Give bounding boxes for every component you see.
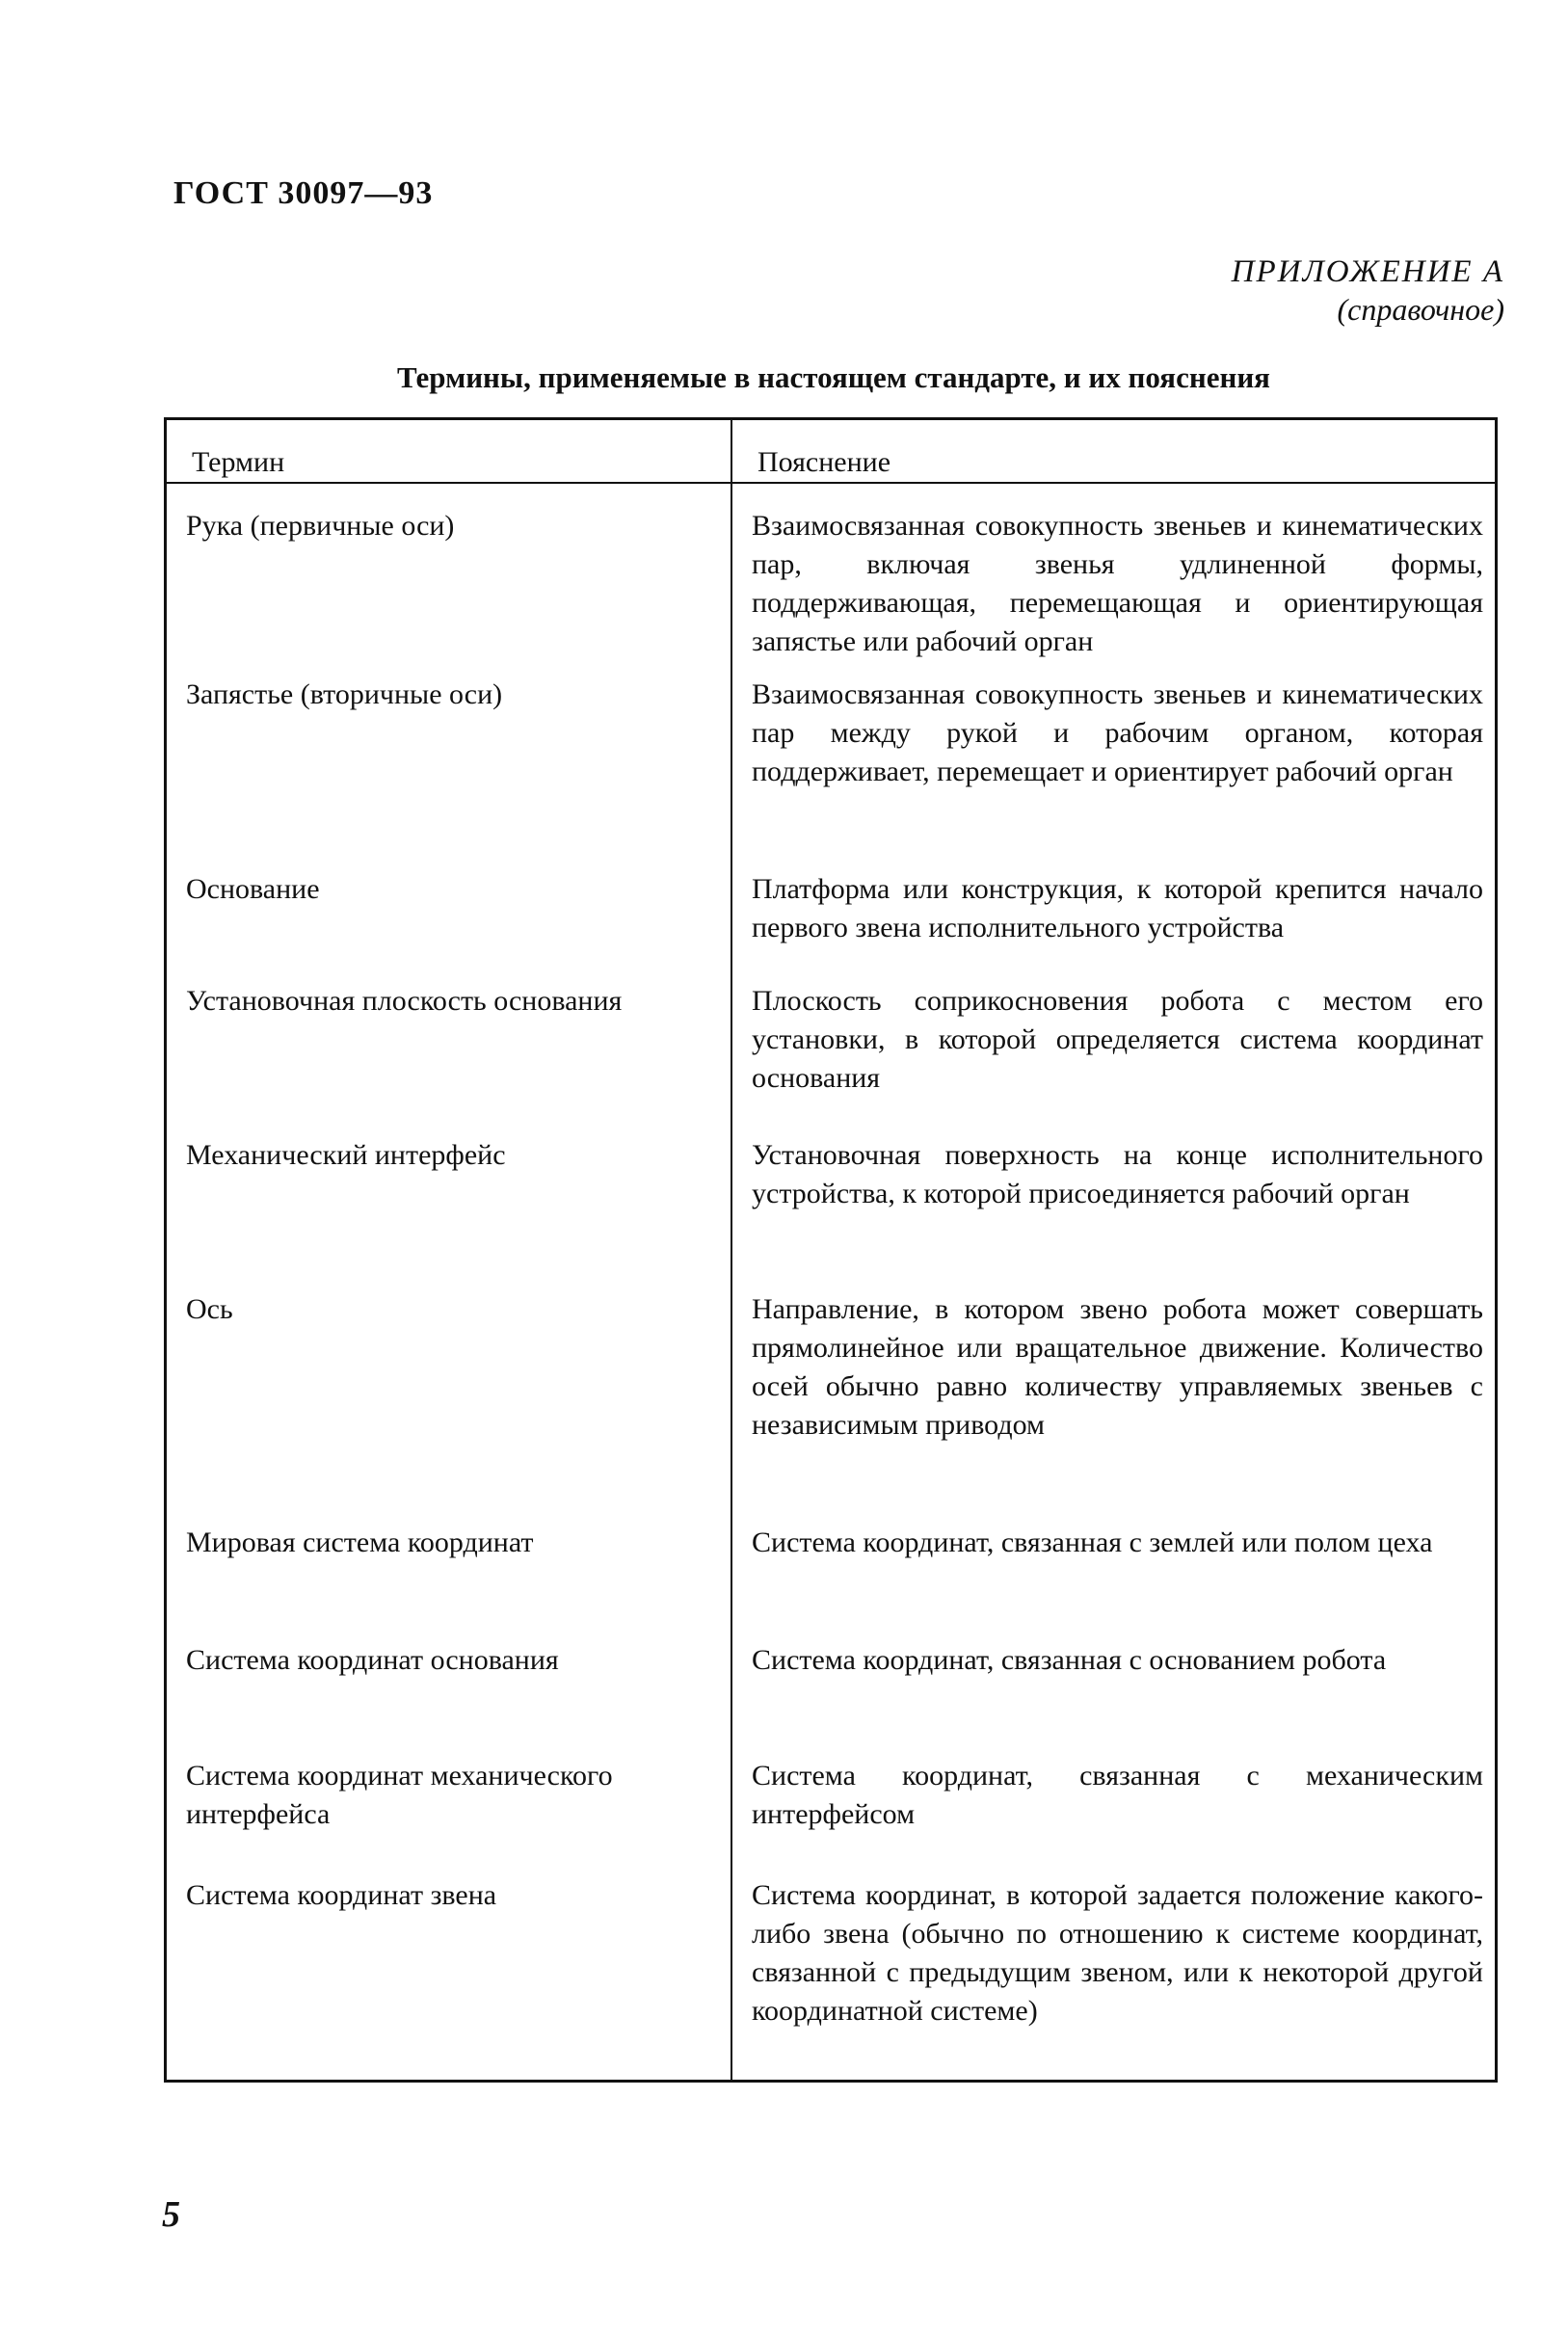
table-row [166, 866, 1497, 978]
table-row [166, 672, 1497, 866]
table-caption: Термины, применяемые в настоящем стандарте, и их пояснения [397, 360, 1270, 394]
table-header-row [166, 419, 1497, 484]
explanation-cell: Взаимосвязанная совокупность звеньев и кинематических пар, включая звенья удлиненной формы, поддерживающая, перемещающая и ориентирующая запястье или рабочий орган [752, 510, 1483, 657]
appendix-heading [1232, 254, 1504, 328]
table-row [166, 1753, 1497, 1872]
explanation-cell: Система координат, связанная с землей или полом цеха [752, 1526, 1433, 1558]
table-row [166, 1132, 1497, 1287]
appendix-type: (справочное) [1337, 292, 1504, 327]
explanation-cell: Взаимосвязанная совокупность звеньев и кинематических пар между рукой и рабочим органом, которая поддерживает, перемещает и ориентирует рабочий орган [752, 678, 1483, 787]
column-header-term: Термин [166, 419, 732, 484]
table-row [166, 483, 1497, 672]
page-number: 5 [162, 2194, 180, 2235]
term-cell: Мировая система координат [166, 1520, 732, 1637]
term-cell: Запястье (вторичные оси) [166, 672, 732, 866]
explanation-cell: Плоскость соприкосновения робота с местом его установки, в которой определяется система координат основания [752, 985, 1483, 1094]
table-row [166, 1637, 1497, 1753]
term-cell: Рука (первичные оси) [166, 483, 732, 672]
explanation-cell: Система координат, связанная с механическим интерфейсом [752, 1760, 1483, 1830]
term-cell: Система координат звена [166, 1872, 732, 2081]
term-cell: Ось [166, 1287, 732, 1520]
term-cell: Механический интерфейс [166, 1132, 732, 1287]
explanation-cell: Система координат, в которой задается положение какого-либо звена (обычно по отношению к системе координат, связанной с предыдущим звеном, или к некоторой другой координатной системе) [752, 1879, 1483, 2027]
explanation-cell: Система координат, связанная с основанием робота [752, 1644, 1387, 1676]
table-row [166, 1872, 1497, 2081]
term-cell: Основание [166, 866, 732, 978]
explanation-cell: Направление, в котором звено робота может совершать прямолинейное или вращательное движение. Количество осей обычно равно количеству управляемых звеньев с независимым приводом [752, 1293, 1483, 1441]
term-cell: Установочная плоскость основания [166, 978, 732, 1132]
table-row [166, 978, 1497, 1132]
table-row [166, 1287, 1497, 1520]
explanation-cell: Установочная поверхность на конце исполнительного устройства, к которой присоединяется рабочий орган [752, 1139, 1483, 1209]
term-cell: Система координат основания [166, 1637, 732, 1753]
appendix-title: ПРИЛОЖЕНИЕ А [1231, 254, 1504, 289]
term-cell: Система координат механического интерфейса [166, 1753, 732, 1872]
document-code: ГОСТ 30097—93 [173, 175, 434, 211]
column-header-explanation: Пояснение [731, 419, 1497, 484]
terms-table [164, 417, 1498, 2083]
explanation-cell: Платформа или конструкция, к которой крепится начало первого звена исполнительного устройства [752, 873, 1483, 943]
table-row [166, 1520, 1497, 1637]
